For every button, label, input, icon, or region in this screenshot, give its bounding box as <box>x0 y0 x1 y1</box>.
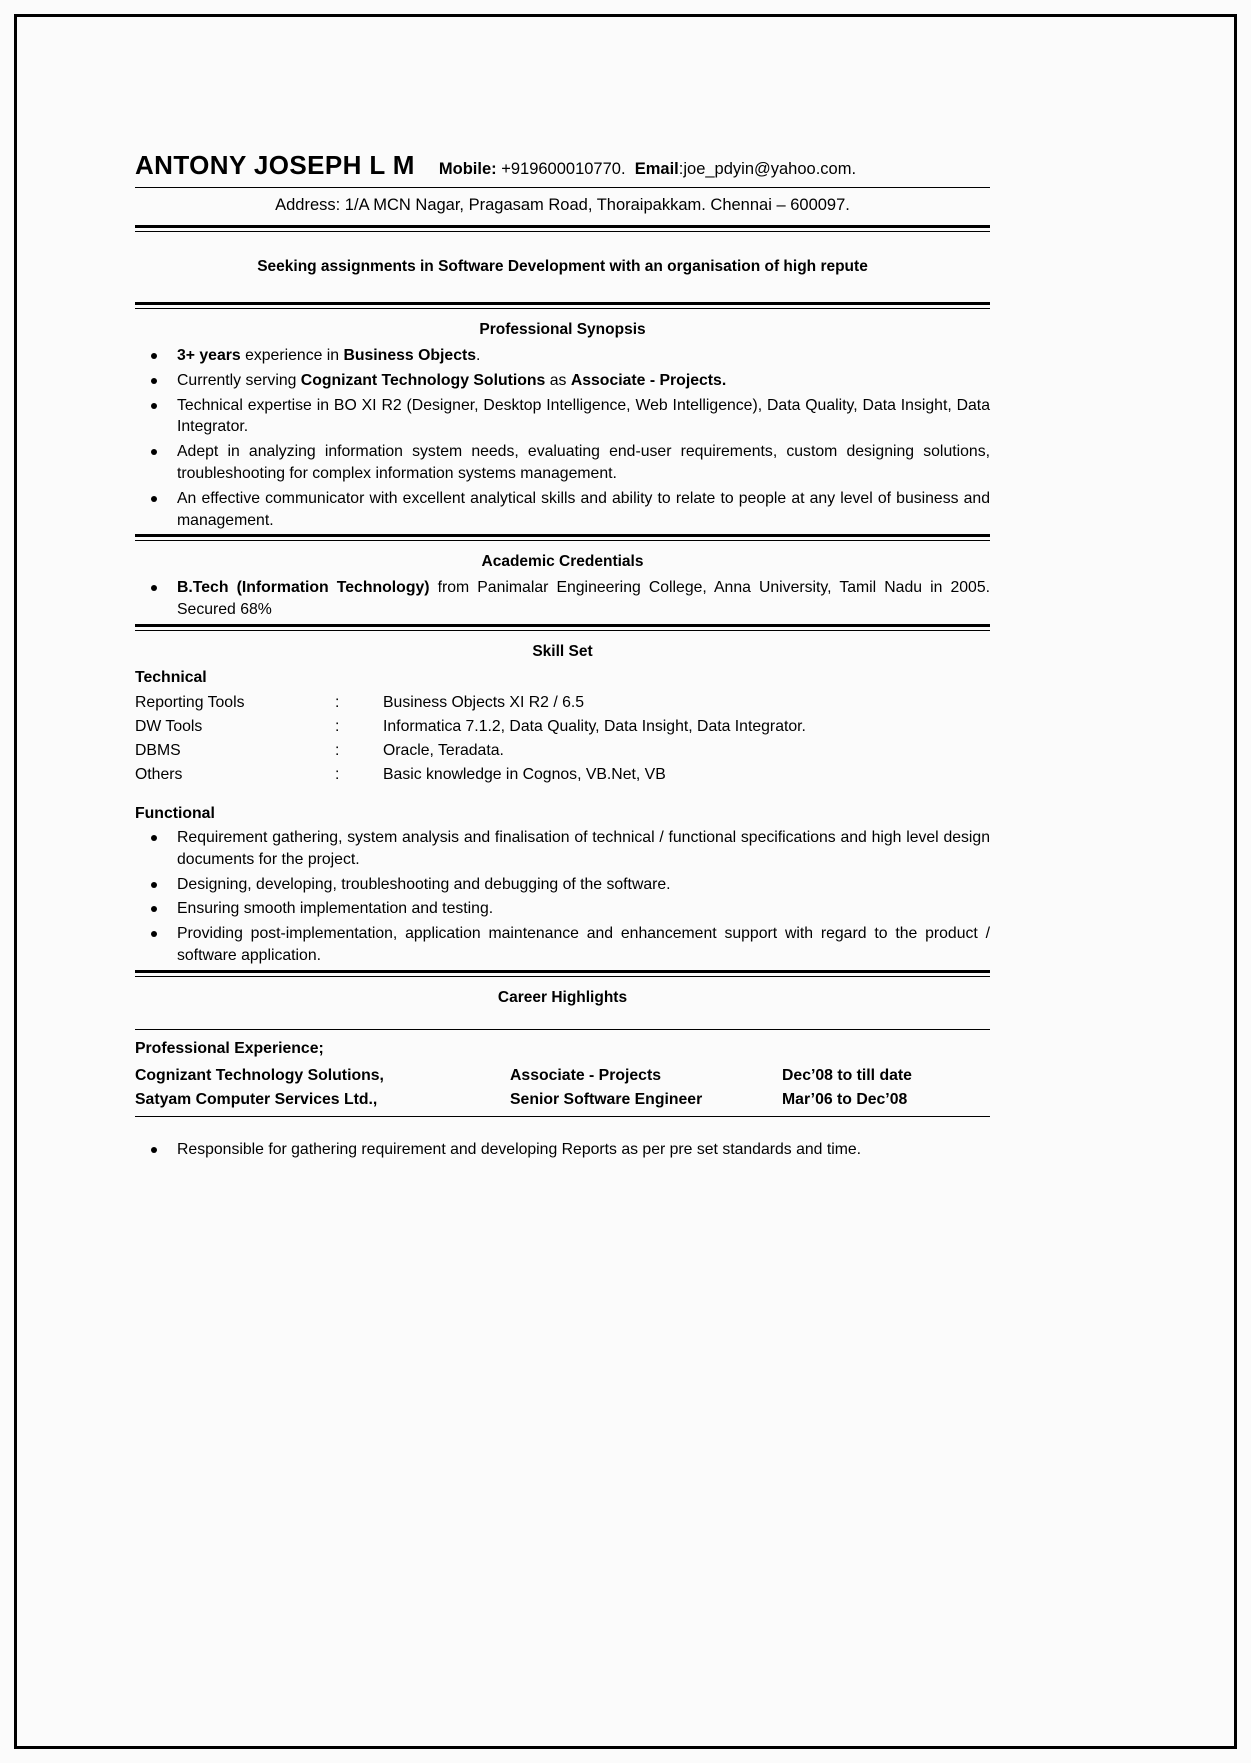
synopsis-0-bold1: 3+ years <box>177 347 241 364</box>
skill-colon: : <box>335 693 340 711</box>
table-row <box>135 691 990 715</box>
table-row <box>135 1088 990 1112</box>
experience-company: Satyam Computer Services Ltd., <box>135 1090 378 1108</box>
experience-table <box>135 1064 990 1112</box>
skill-value: Basic knowledge in Cognos, VB.Net, VB <box>383 765 666 783</box>
list-item: Ensuring smooth implementation and testing. <box>135 898 990 920</box>
resume-content <box>135 150 990 1164</box>
candidate-name: ANTONY JOSEPH L M <box>135 150 415 180</box>
skills-functional-label: Functional <box>135 804 215 822</box>
skill-label: Reporting Tools <box>135 693 245 711</box>
list-item: Designing, developing, troubleshooting and debugging of the software. <box>135 874 990 896</box>
experience-period: Mar’06 to Dec’08 <box>782 1090 908 1108</box>
skill-value: Informatica 7.1.2, Data Quality, Data Insight, Data Integrator. <box>383 717 806 735</box>
table-row <box>135 739 990 763</box>
list-item <box>135 370 990 392</box>
skill-label: DW Tools <box>135 717 203 735</box>
skill-value: Oracle, Teradata. <box>383 741 504 759</box>
address-line: Address: 1/A MCN Nagar, Pragasam Road, Thoraipakkam. Chennai – 600097. <box>275 196 850 214</box>
list-item: Adept in analyzing information system needs, evaluating end-user requirements, custom designing solutions, troubleshooting for complex information systems management. <box>135 441 990 485</box>
experience-role: Senior Software Engineer <box>510 1090 703 1108</box>
skill-colon: : <box>335 765 340 783</box>
list-item: Responsible for gathering requirement and developing Reports as per pre set standards and time. <box>135 1139 990 1161</box>
objective-statement: Seeking assignments in Software Development with an organisation of high repute <box>257 258 868 275</box>
list-item: Technical expertise in BO XI R2 (Designer, Desktop Intelligence, Web Intelligence), Data Quality, Data Insight, Data Integrator. <box>135 395 990 439</box>
mobile-value: +919600010770. <box>496 160 626 178</box>
skill-colon: : <box>335 717 340 735</box>
list-item: Providing post-implementation, application maintenance and enhancement support with regard to the product / software application. <box>135 923 990 967</box>
experience-role: Associate - Projects <box>510 1066 662 1084</box>
table-row <box>135 1064 990 1088</box>
experience-period: Dec’08 to till date <box>782 1066 912 1084</box>
skill-label: Others <box>135 765 183 783</box>
responsibilities-list <box>135 1117 990 1161</box>
rule-below-address <box>135 225 990 232</box>
email-value: :joe_pdyin@yahoo.com. <box>678 160 857 178</box>
professional-experience-label: Professional Experience; <box>135 1039 324 1057</box>
table-row <box>135 715 990 739</box>
list-item <box>135 345 990 367</box>
synopsis-1-mid: as <box>545 371 571 389</box>
synopsis-0-post: . <box>476 347 481 364</box>
section-title-synopsis: Professional Synopsis <box>479 321 646 338</box>
skill-label: DBMS <box>135 741 181 759</box>
academic-degree: B.Tech (Information Technology) <box>177 579 430 597</box>
contact-line <box>439 160 856 179</box>
section-title-academic: Academic Credentials <box>481 553 644 571</box>
experience-company: Cognizant Technology Solutions, <box>135 1066 384 1084</box>
technical-skills-table <box>135 691 990 787</box>
academic-rest: from Panimalar Engineering College, Anna University, Tamil Nadu in 2005. Secured 68% <box>177 579 990 619</box>
skills-technical-label: Technical <box>135 668 207 686</box>
rule-above-skillset <box>135 624 990 631</box>
skill-colon: : <box>335 741 340 759</box>
header-name-row <box>135 150 990 187</box>
academic-list <box>135 577 990 621</box>
mobile-label: Mobile: <box>438 160 497 178</box>
synopsis-0-mid: experience in <box>240 347 344 364</box>
synopsis-list <box>135 345 990 531</box>
synopsis-0-bold2: Business Objects <box>343 347 477 364</box>
section-title-career: Career Highlights <box>497 988 628 1006</box>
list-item <box>135 577 990 621</box>
list-item: An effective communicator with excellent analytical skills and ability to relate to people at any level of business and management. <box>135 488 990 532</box>
section-title-skillset: Skill Set <box>532 642 593 660</box>
rule-above-synopsis <box>135 302 990 309</box>
synopsis-1-bold1: Cognizant Technology Solutions <box>300 371 546 389</box>
rule-above-career <box>135 970 990 977</box>
list-item: Requirement gathering, system analysis and finalisation of technical / functional specifications and high level design documents for the project. <box>135 827 990 871</box>
rule-above-academic <box>135 534 990 541</box>
skill-value: Business Objects XI R2 / 6.5 <box>383 693 585 711</box>
synopsis-1-bold2: Associate - Projects. <box>570 371 727 389</box>
synopsis-1-pre: Currently serving <box>177 371 301 389</box>
table-row <box>135 763 990 787</box>
functional-skills-list <box>135 827 990 967</box>
email-label: Email <box>634 160 679 178</box>
